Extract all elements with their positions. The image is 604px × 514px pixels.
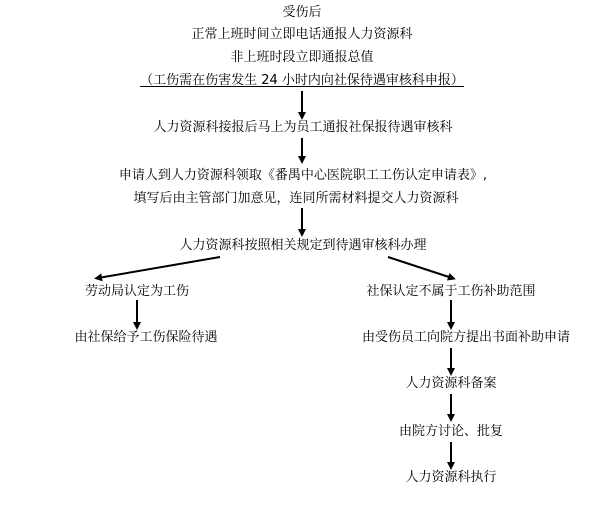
left-branch-decision: 劳动局认定为工伤: [84, 284, 190, 299]
header-line-after-hours: 非上班时段立即通报总值: [230, 50, 374, 65]
step-apply-line1: 申请人到人力资源科领取《番禺中心医院职工工伤认定申请表》,: [118, 168, 488, 183]
header-line-office-hours: 正常上班时间立即电话通报人力资源科: [191, 27, 413, 42]
right-branch-step-written-request: 由受伤员工向院方提出书面补助申请: [361, 330, 571, 345]
right-branch-decision: 社保认定不属于工伤补助范围: [366, 284, 536, 299]
right-branch-step-approval: 由院方讨论、批复: [398, 424, 504, 439]
left-branch-result: 由社保给予工伤保险待遇: [74, 330, 218, 345]
header-note-24h: （工伤需在伤害发生 24 小时内向社保待遇审核科申报）: [140, 73, 464, 88]
arrow-process-to-left: [98, 257, 220, 278]
right-branch-step-filing: 人力资源科备案: [405, 376, 497, 391]
header-line-injury: 受伤后: [282, 5, 322, 20]
step-process: 人力资源科按照相关规定到待遇审核科办理: [179, 238, 427, 253]
right-branch-step-execute: 人力资源科执行: [405, 470, 497, 485]
arrow-process-to-right: [388, 257, 452, 278]
step-apply-line2: 填写后由主管部门加意见，连同所需材料提交人力资源科: [133, 191, 459, 206]
step-notify: 人力资源科接报后马上为员工通报社保报待遇审核科: [153, 120, 453, 135]
